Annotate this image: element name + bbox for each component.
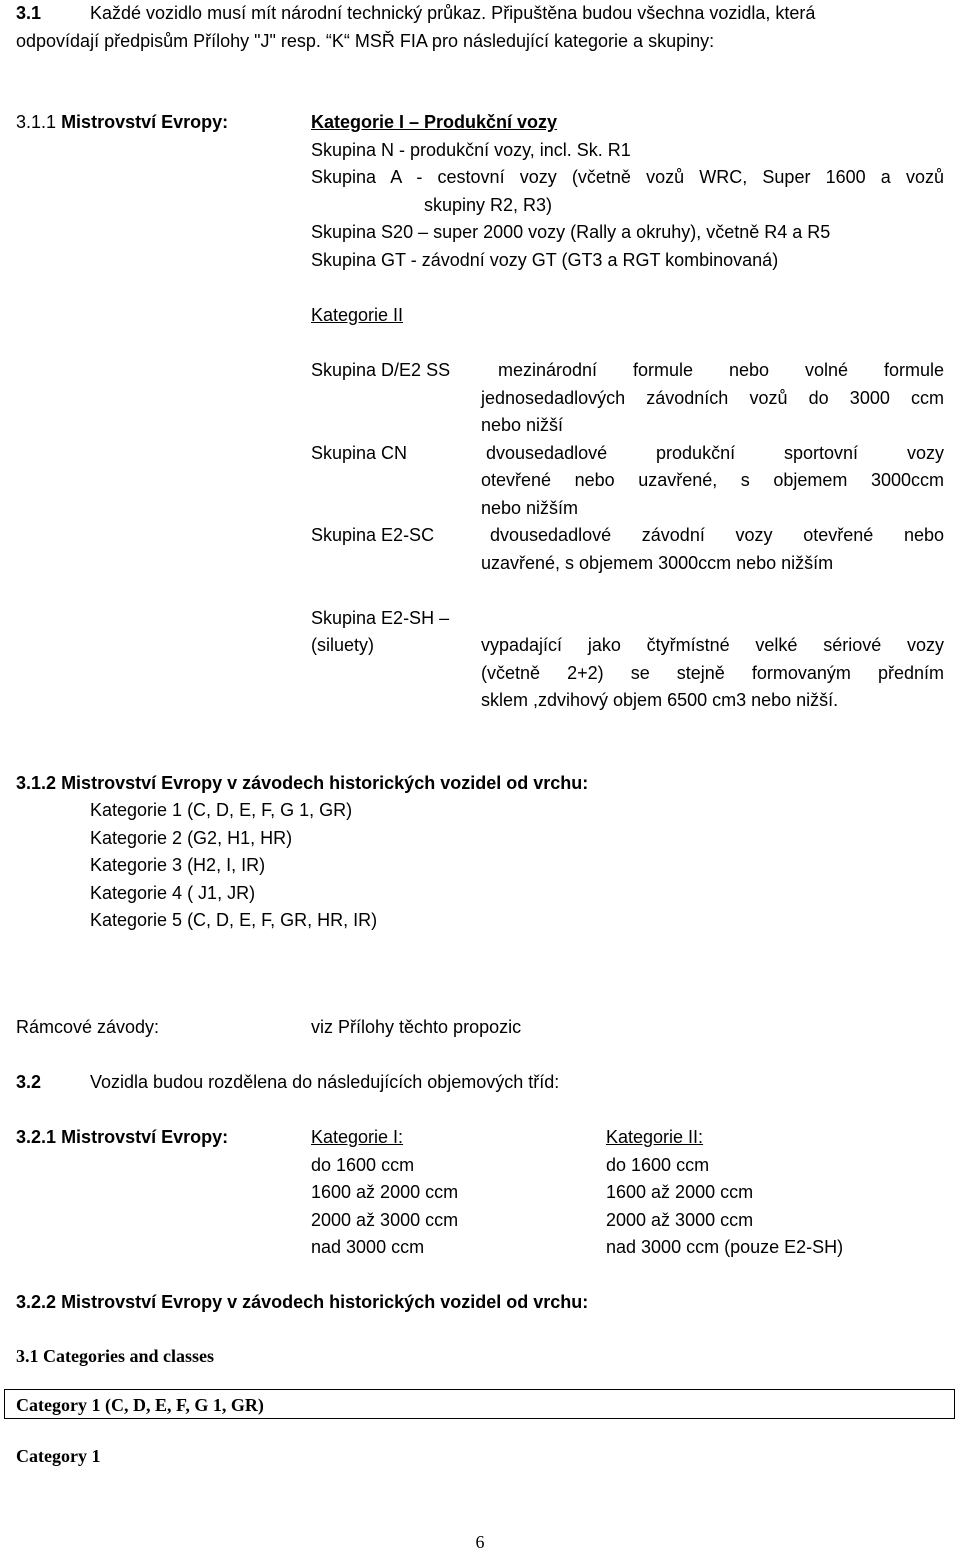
group-description-line: nebo nižší	[481, 415, 564, 435]
category-box-label: Category 1 (C, D, E, F, G 1, GR)	[16, 1395, 264, 1415]
class-column-2-heading: Kategorie II:	[606, 1127, 704, 1147]
support-races-label: Rámcové závody:	[16, 1017, 160, 1037]
category-1-line: Skupina A - cestovní vozy (včetně vozů WRC, Super 1600 a vozů	[311, 167, 944, 187]
section-number-3-1: 3.1	[16, 3, 42, 23]
section-3-1-1-title: Mistrovství Evropy:	[61, 112, 229, 132]
class-column-1-item: do 1600 ccm	[311, 1155, 415, 1175]
historic-category-item: Kategorie 5 (C, D, E, F, GR, HR, IR)	[90, 910, 378, 930]
section-number-3-2: 3.2	[16, 1072, 42, 1092]
class-column-1-heading: Kategorie I:	[311, 1127, 404, 1147]
group-description-line: jednosedadlových závodních vozů do 3000 ccm	[481, 388, 944, 408]
group-description-line: mezinárodní formule nebo volné formule	[498, 360, 944, 380]
section-number-3-1-2: 3.1.2	[16, 773, 57, 793]
category-1-line: skupiny R2, R3)	[424, 195, 553, 215]
group-description-line: uzavřené, s objemem 3000ccm nebo nižším	[481, 553, 834, 573]
group-description-line: (včetně 2+2) se stejně formovaným předním	[481, 663, 944, 683]
section-3-1-text-line1: Každé vozidlo musí mít národní technický průkaz. Připuštěna budou všechna vozidla, která	[90, 3, 816, 23]
section-3-1-2-title: Mistrovství Evropy v závodech historických vozidel od vrchu:	[61, 773, 589, 793]
category-1-line: Skupina N - produkční vozy, incl. Sk. R1	[311, 140, 631, 160]
category-2-heading: Kategorie II	[311, 305, 404, 325]
group-description-line: sklem ,zdvihový objem 6500 cm3 nebo nižší.	[481, 690, 839, 710]
section-3-1-2-heading	[16, 772, 588, 794]
page-number: 6	[475, 1532, 485, 1552]
historic-category-item: Kategorie 3 (H2, I, IR)	[90, 855, 266, 875]
class-column-2-item: do 1600 ccm	[606, 1155, 710, 1175]
group-label: Skupina D/E2 SS	[311, 360, 451, 380]
section-3-1-1-heading	[16, 111, 228, 133]
historic-category-item: Kategorie 1 (C, D, E, F, G 1, GR)	[90, 800, 353, 820]
class-column-2-item: 1600 až 2000 ccm	[606, 1182, 754, 1202]
group-description-line: nebo nižším	[481, 498, 579, 518]
class-column-1-item: 2000 až 3000 ccm	[311, 1210, 459, 1230]
section-number-3-1-1: 3.1.1	[16, 112, 57, 132]
group-label: Skupina CN	[311, 443, 408, 463]
category-1-heading: Kategorie I – Produkční vozy	[311, 112, 558, 132]
group-description-line: dvousedadlové závodní vozy otevřené nebo	[490, 525, 944, 545]
section-number-3-2-1: 3.2.1	[16, 1127, 57, 1147]
section-3-2-1-heading	[16, 1126, 228, 1148]
class-column-2-item: nad 3000 ccm (pouze E2-SH)	[606, 1237, 844, 1257]
group-description-line: vypadající jako čtyřmístné velké sériové vozy	[481, 635, 944, 655]
historic-category-item: Kategorie 2 (G2, H1, HR)	[90, 828, 293, 848]
section-3-2-1-title: Mistrovství Evropy:	[61, 1127, 229, 1147]
section-3-2-2-heading	[16, 1291, 588, 1313]
category-box	[4, 1389, 955, 1419]
group-label: Skupina E2-SH –	[311, 608, 450, 628]
category-1-line: Skupina S20 – super 2000 vozy (Rally a okruhy), včetně R4 a R5	[311, 222, 831, 242]
support-races-value: viz Přílohy těchto propozic	[311, 1017, 522, 1037]
class-column-2-item: 2000 až 3000 ccm	[606, 1210, 754, 1230]
category-subheading: Category 1	[16, 1446, 101, 1466]
historic-category-item: Kategorie 4 ( J1, JR)	[90, 883, 256, 903]
class-column-1-item: 1600 až 2000 ccm	[311, 1182, 459, 1202]
section-3-2-2-title: Mistrovství Evropy v závodech historických vozidel od vrchu:	[61, 1292, 589, 1312]
group-description-line: dvousedadlové produkční sportovní vozy	[486, 443, 944, 463]
group-label: (siluety)	[311, 635, 375, 655]
category-1-line: Skupina GT - závodní vozy GT (GT3 a RGT kombinovaná)	[311, 250, 779, 270]
english-section-heading: 3.1 Categories and classes	[16, 1346, 214, 1366]
section-3-2-text: Vozidla budou rozdělena do následujících objemových tříd:	[90, 1072, 560, 1092]
group-description-line: otevřené nebo uzavřené, s objemem 3000ccm	[481, 470, 944, 490]
group-label: Skupina E2-SC	[311, 525, 435, 545]
section-number-3-2-2: 3.2.2	[16, 1292, 57, 1312]
section-3-1-text-line2: odpovídají předpisům Přílohy "J" resp. “K“ MSŘ FIA pro následující kategorie a skupiny:	[16, 31, 715, 51]
class-column-1-item: nad 3000 ccm	[311, 1237, 425, 1257]
